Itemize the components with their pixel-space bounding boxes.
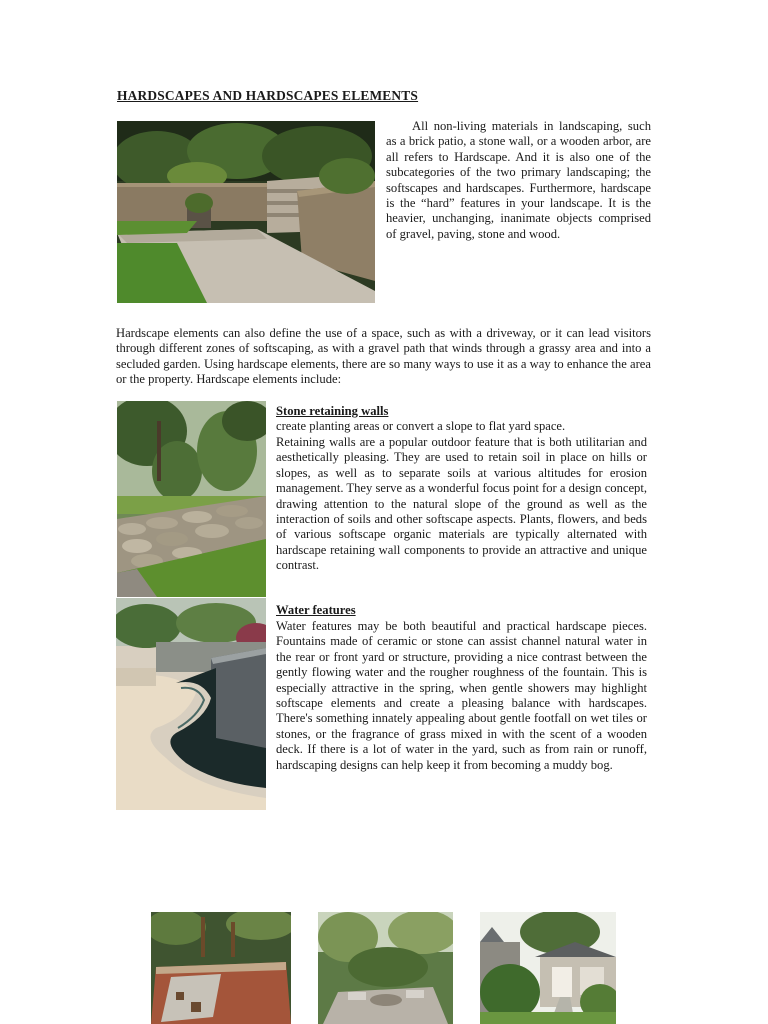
- stone-wall-photo: [117, 401, 266, 597]
- brick-patio-photo: [151, 912, 291, 1024]
- patio-steps-photo: [117, 121, 375, 303]
- section-subtitle-stone-walls: create planting areas or convert a slope to flat yard space.: [276, 419, 566, 433]
- fire-pit-photo: [318, 912, 453, 1024]
- elements-paragraph: Hardscape elements can also define the use of a space, such as with a driveway, or it can lead visitors through different zones of softscaping, as with a gravel path that winds through a grassy area and into a secluded garden. Using hardscape elements, there are so many ways to use it as a way to enhance the area or the property. Hardscape elements include:: [116, 326, 651, 387]
- section-body-stone-walls: Retaining walls are a popular outdoor feature that is both utilitarian and aesthetically pleasing. They are used to retain soil in place on hills or slopes, as well as to separate soils at various altitudes for erosion management. They serve as a wonderful focus point for a design concept, drawing attention to the natural slope of the ground as well as the interaction of soils and other softscape aspects. Plants, flowers, and beds of various softscape organic materials are typically alternated with hardscape retaining wall components to provide an attractive and unique contrast.: [276, 435, 647, 573]
- cottage-garden-photo: [480, 912, 616, 1024]
- page-title: HARDSCAPES AND HARDSCAPES ELEMENTS: [117, 88, 419, 103]
- water-feature-photo: [116, 598, 266, 810]
- intro-paragraph: All non-living materials in landscaping, such as a brick patio, a stone wall, or a wooden arbor, are all refers to Hardscape. And it is also one of the subcategories of the two primary landscaping; the softscapes and hardscapes. Furthermore, hardscape is the “hard” features in your landscape. It is the heavier, unchanging, inanimate objects comprised of gravel, paving, stone and wood.: [386, 119, 651, 241]
- section-heading-stone-walls: Stone retaining walls: [276, 404, 389, 418]
- section-body-water-features: Water features may be both beautiful and practical hardscape pieces. Fountains made of ceramic or stone can assist channel natural water in the rear or front yard or structure, providing a nice contrast between the gently flowing water and the rougher roughness of the fountain. This is especially attractive in the spring, when gentle showers may highlight softscape elements and create a pleasing balance with hardscapes. There's something innately appealing about gentle footfall on wet tiles or stones, or the fragrance of grass mixed in with the scent of a wooden deck. If there is a lot of water in the yard, such as from rain or runoff, hardscaping designs can help keep it from becoming a muddy bog.: [276, 619, 647, 772]
- section-heading-water-features: Water features: [276, 603, 356, 617]
